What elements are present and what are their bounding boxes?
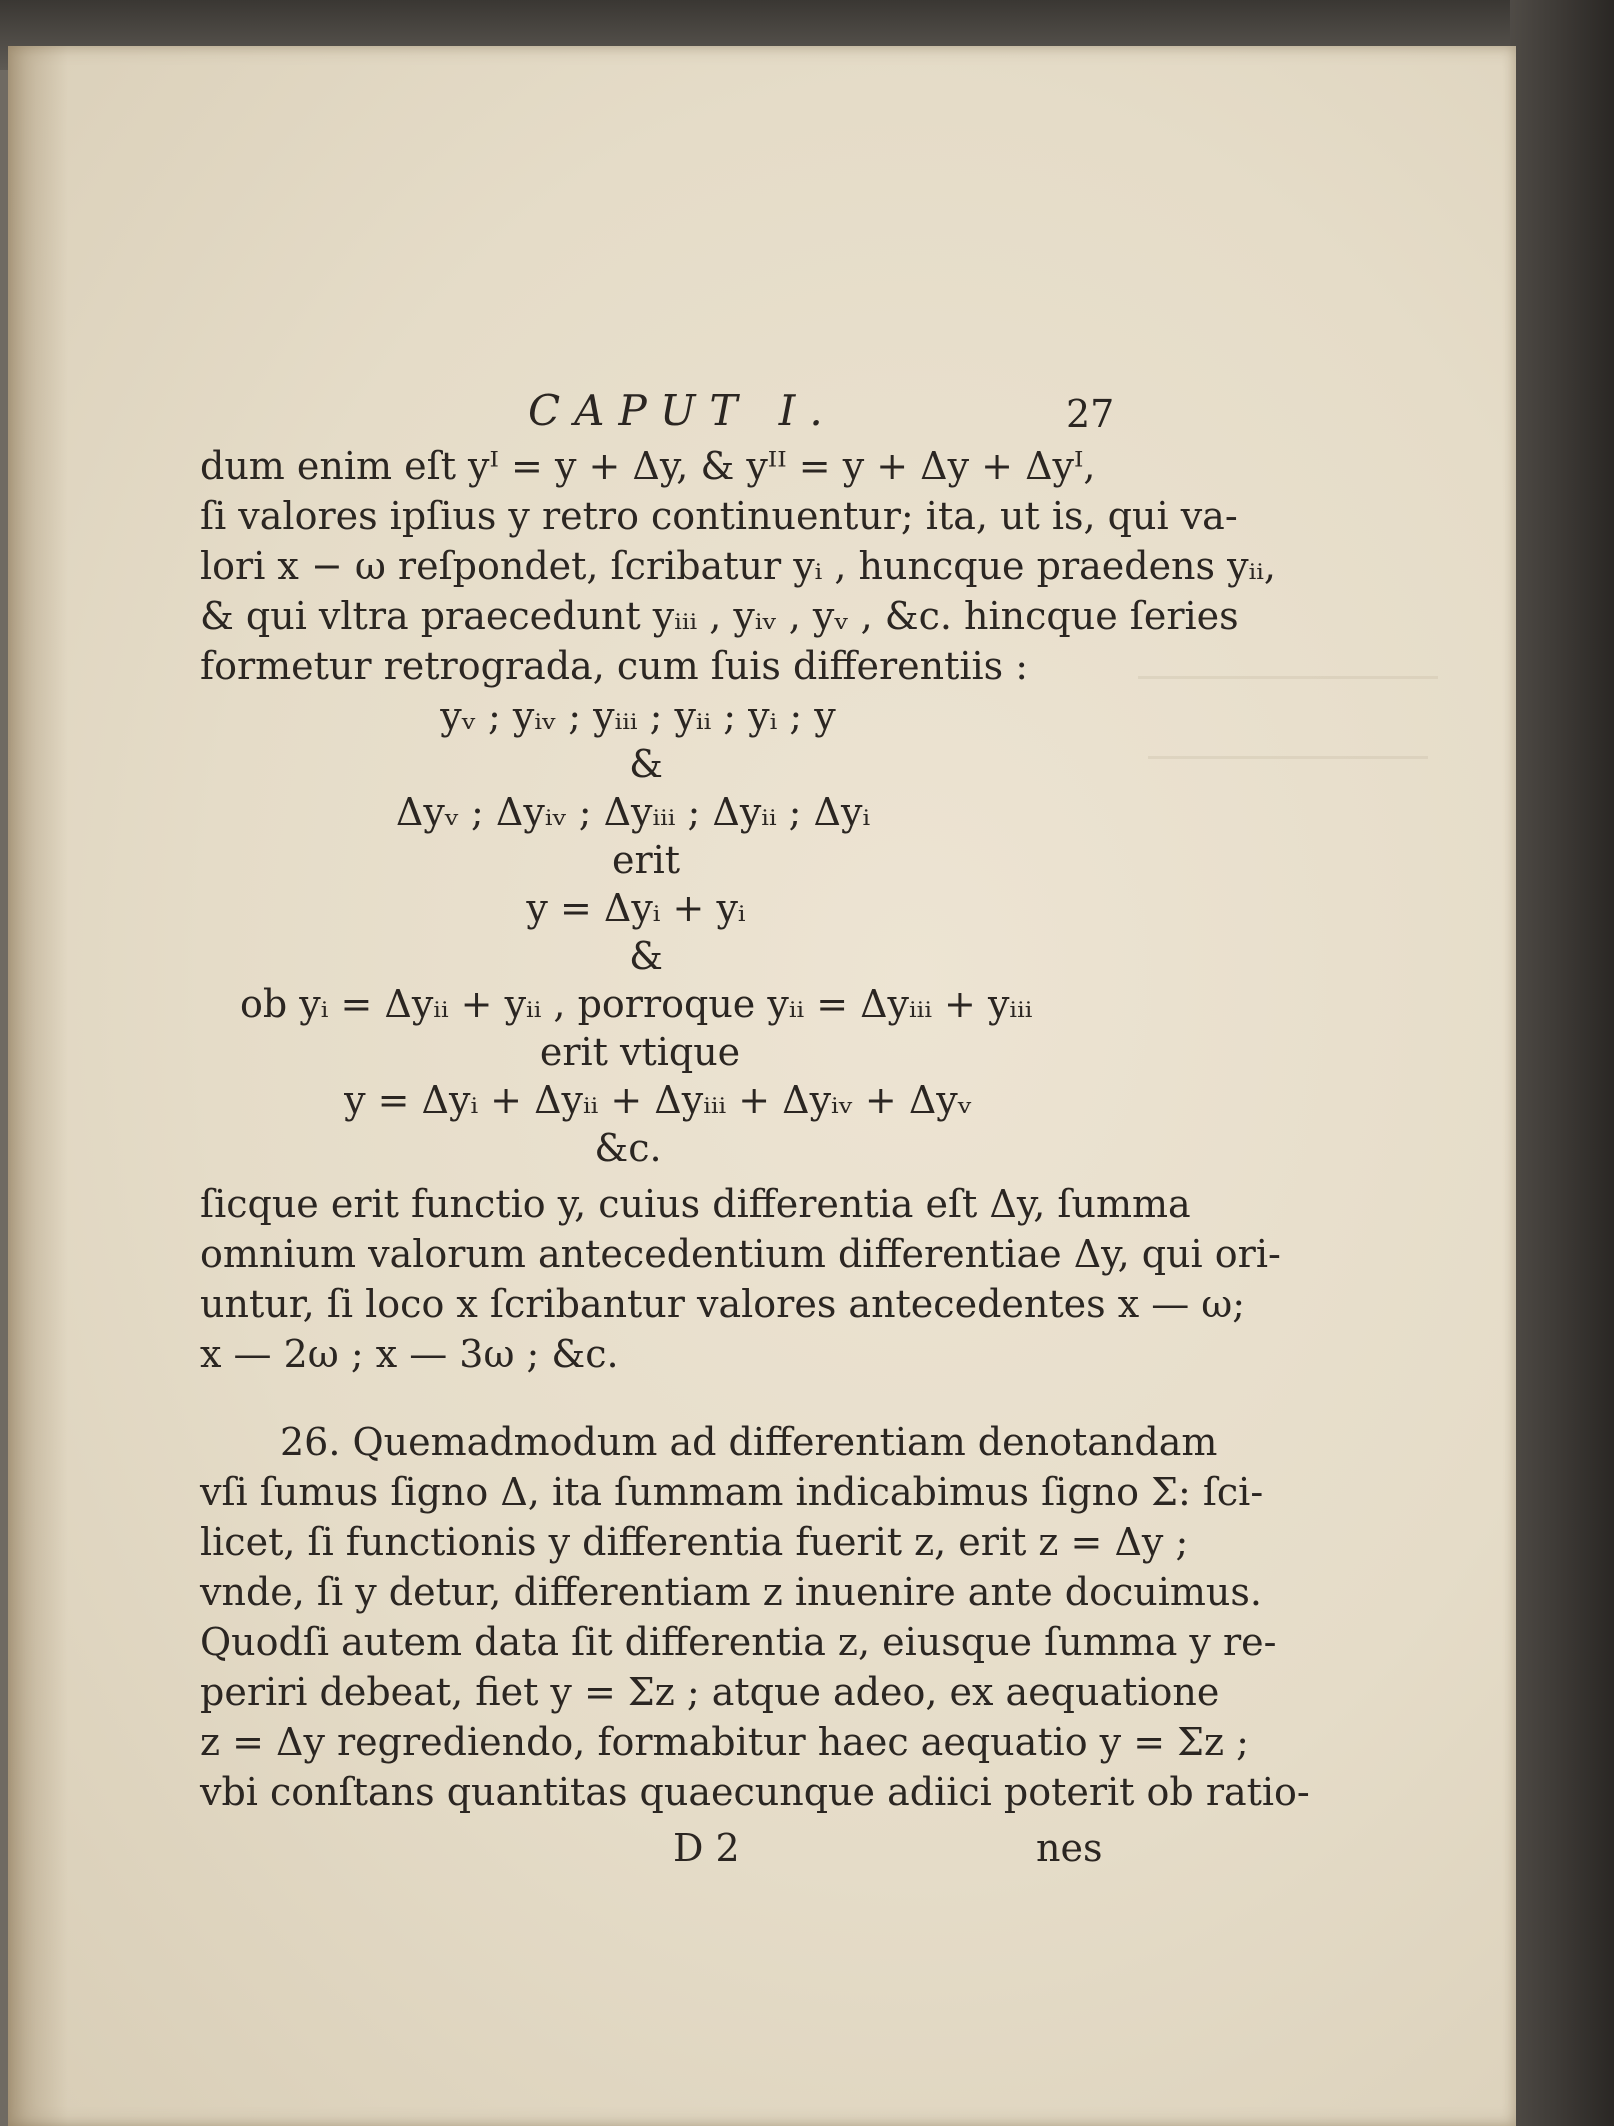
text-line: formetur retrograda, cum ſuis differentiis : bbox=[200, 644, 1029, 688]
equation-2: y = Δyᵢ + Δyᵢᵢ + Δyᵢᵢᵢ + Δyᵢᵥ + Δyᵥ bbox=[344, 1078, 972, 1122]
text-line: x — 2ω ; x — 3ω ; &c. bbox=[200, 1332, 619, 1376]
show-through-decoration bbox=[1138, 646, 1438, 679]
gutter-shadow bbox=[8, 46, 68, 2126]
book-page bbox=[8, 46, 1516, 2126]
equation-erit: erit bbox=[611, 838, 681, 882]
signature-mark: D 2 bbox=[673, 1826, 740, 1870]
paragraph-26-line: z = Δy regrediendo, formabitur haec aequatio y = Σz ; bbox=[200, 1720, 1249, 1764]
text-line: & qui vltra praecedunt yᵢᵢᵢ , yᵢᵥ , yᵥ , &c. hincque ſeries bbox=[200, 594, 1239, 638]
equation-erit-vtique: erit vtique bbox=[539, 1030, 741, 1074]
paragraph-26-line: 26. Quemadmodum ad differentiam denotandam bbox=[280, 1420, 1218, 1464]
text-line: lori x − ω reſpondet, ſcribatur yᵢ , huncque praedens yᵢᵢ, bbox=[200, 544, 1276, 588]
equation-series-y: yᵥ ; yᵢᵥ ; yᵢᵢᵢ ; yᵢᵢ ; yᵢ ; y bbox=[440, 694, 836, 738]
text-line: dum enim eſt yᴵ = y + Δy, & yᴵᴵ = y + Δy + Δyᴵ, bbox=[200, 444, 1096, 488]
running-head-title: CAPUT I. bbox=[528, 386, 837, 435]
equation-and: & bbox=[629, 742, 663, 786]
paragraph-26-line: Quodſi autem data ſit differentia z, eiusque ſumma y re- bbox=[200, 1620, 1277, 1664]
equation-series-dy: Δyᵥ ; Δyᵢᵥ ; Δyᵢᵢᵢ ; Δyᵢᵢ ; Δyᵢ bbox=[395, 790, 871, 834]
equation-and: & bbox=[629, 934, 663, 978]
paragraph-26-line: vſi ſumus ſigno Δ, ita ſummam indicabimus ſigno Σ: ſci- bbox=[200, 1470, 1264, 1514]
text-line: ſi valores ipſius y retro continuentur; ita, ut is, qui va- bbox=[200, 494, 1238, 538]
catchword: nes bbox=[1036, 1826, 1103, 1870]
show-through-decoration bbox=[1148, 726, 1428, 759]
page-edge-shadow bbox=[1510, 0, 1614, 2126]
paragraph-26-line: vbi conſtans quantitas quaecunque adiici poterit ob ratio- bbox=[200, 1770, 1310, 1814]
page-number: 27 bbox=[1066, 392, 1115, 436]
equation-ob-line: ob yᵢ = Δyᵢᵢ + yᵢᵢ , porroque yᵢᵢ = Δyᵢᵢᵢ + yᵢᵢᵢ bbox=[240, 982, 1033, 1026]
text-line: omnium valorum antecedentium differentiae Δy, qui ori- bbox=[200, 1232, 1281, 1276]
text-line: ſicque erit functio y, cuius differentia eſt Δy, ſumma bbox=[200, 1182, 1191, 1226]
equation-1: y = Δyᵢ + yᵢ bbox=[526, 886, 746, 930]
equation-etc: &c. bbox=[594, 1126, 662, 1170]
text-line: untur, ſi loco x ſcribantur valores antecedentes x — ω; bbox=[200, 1282, 1246, 1326]
paragraph-26-line: periri debeat, fiet y = Σz ; atque adeo, ex aequatione bbox=[200, 1670, 1220, 1714]
paragraph-26-line: vnde, ſi y detur, differentiam z inuenire ante docuimus. bbox=[200, 1570, 1262, 1614]
paragraph-26-line: licet, ſi functionis y differentia fuerit z, erit z = Δy ; bbox=[200, 1520, 1189, 1564]
